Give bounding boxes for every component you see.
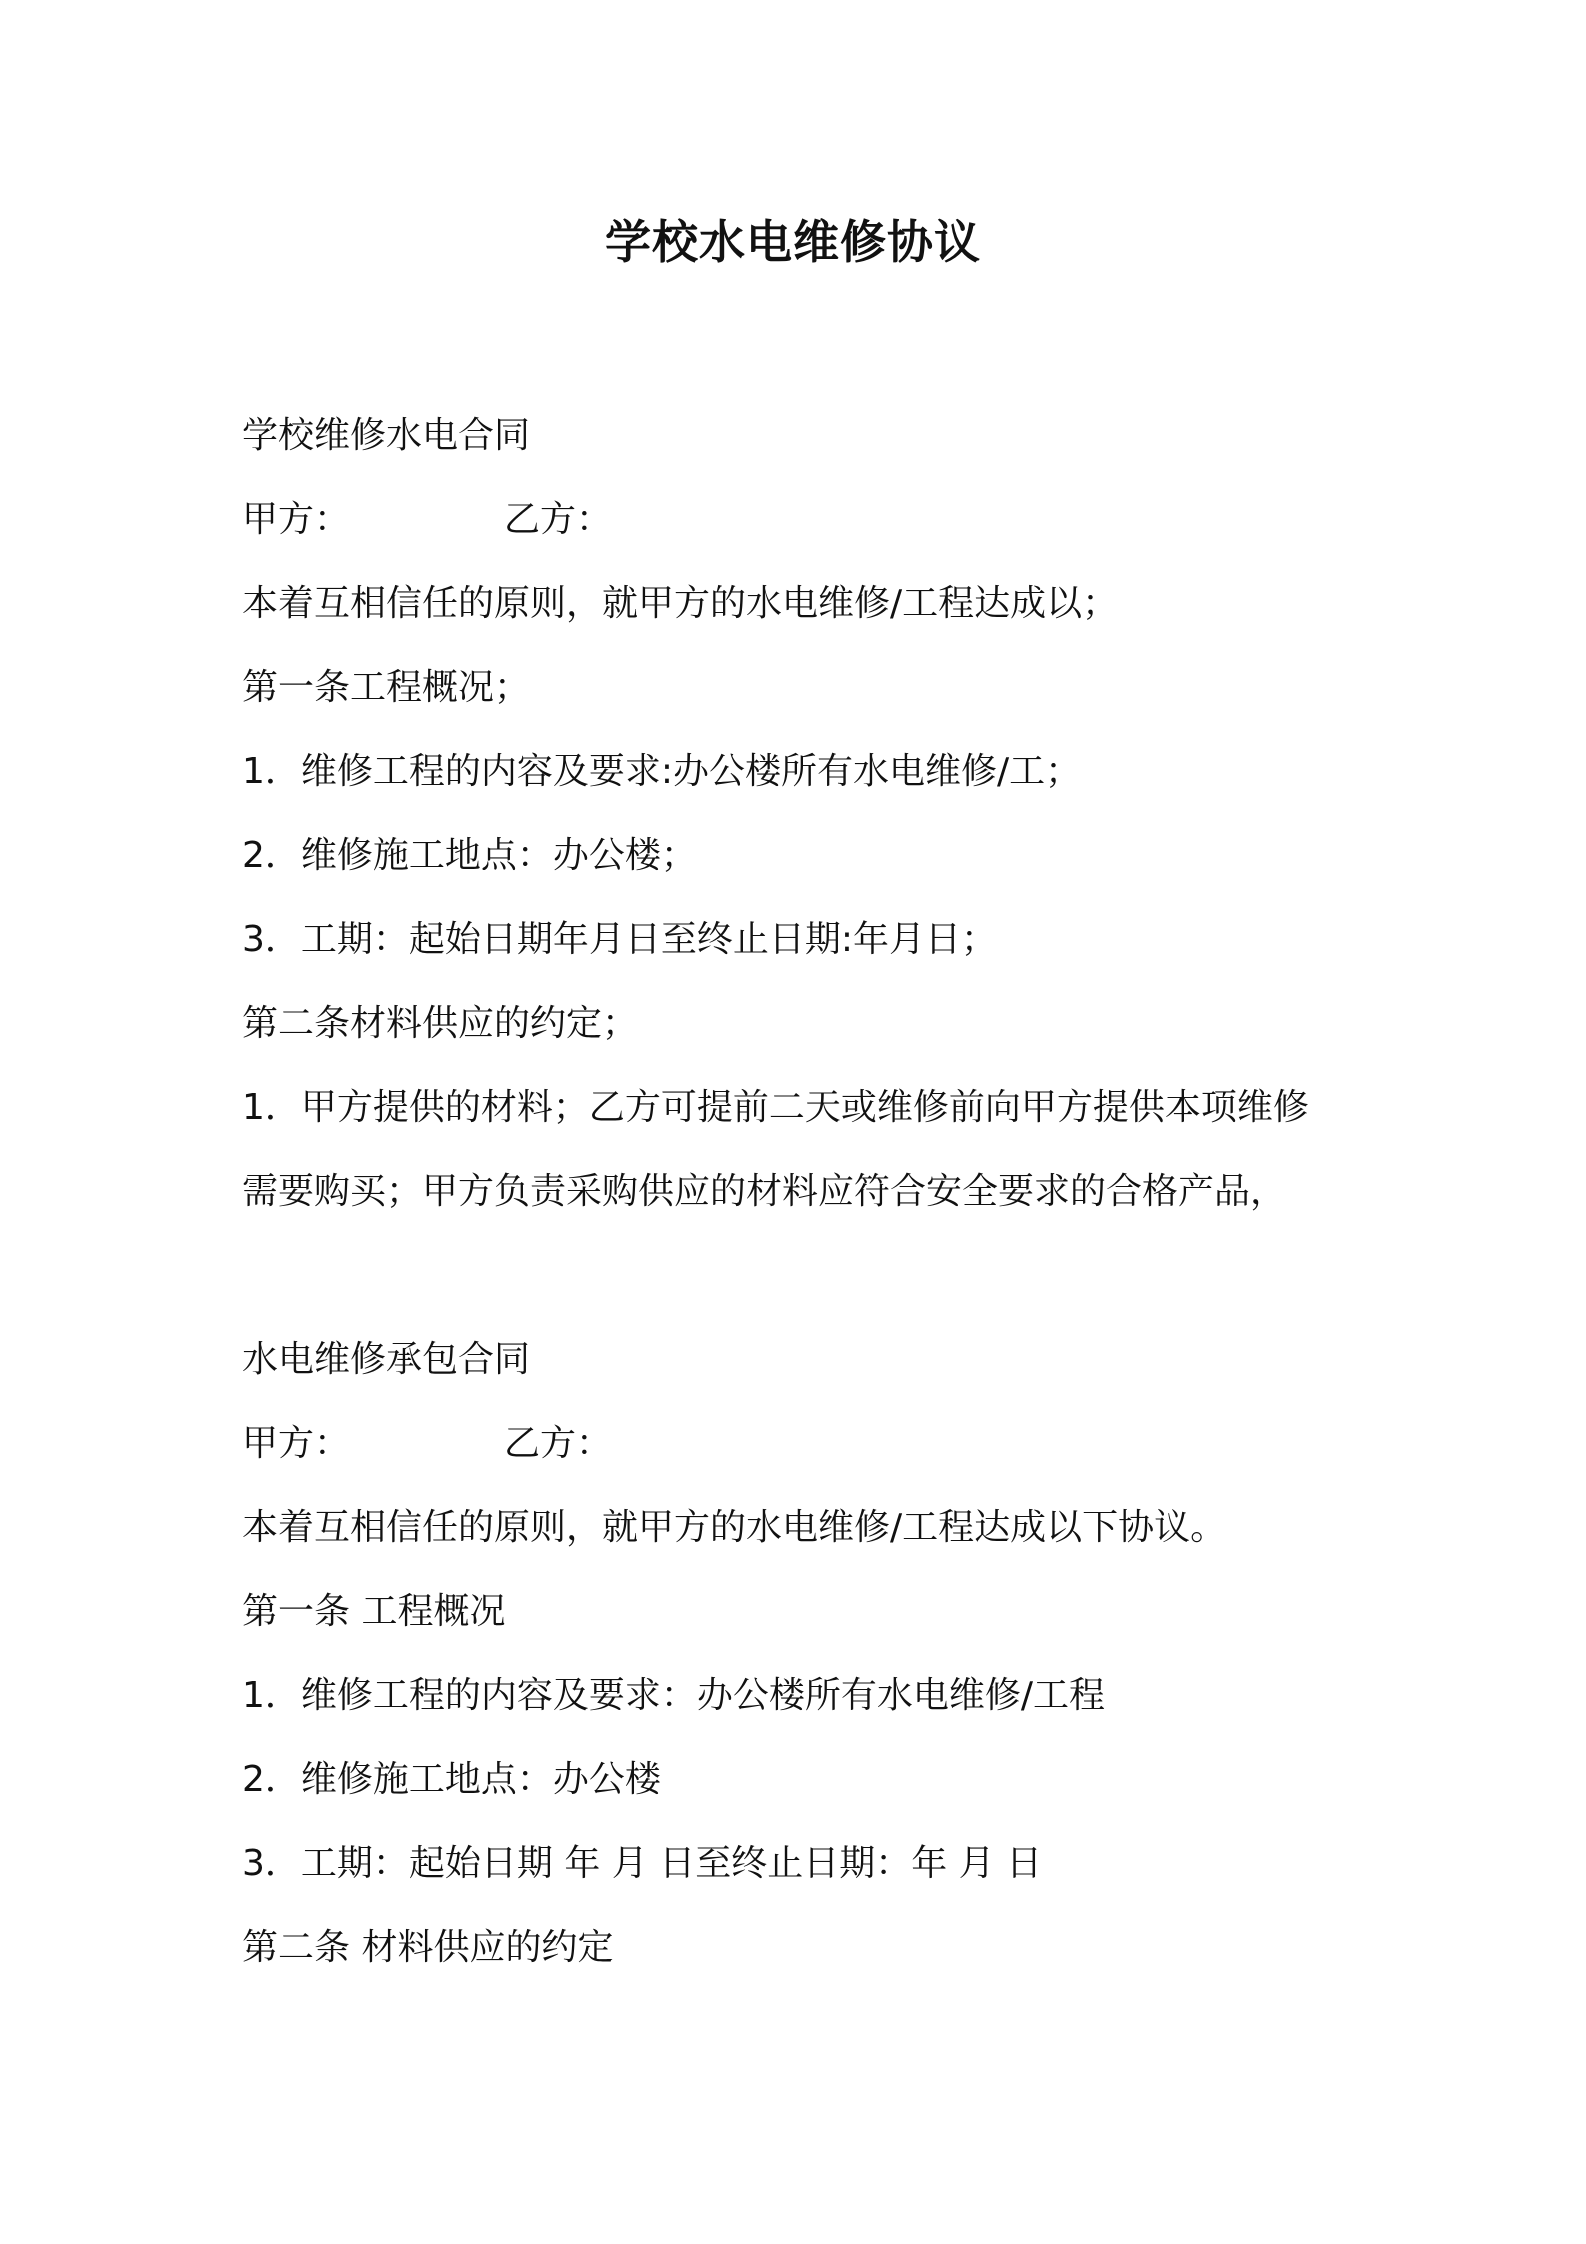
section-a-intro: 本着互相信任的原则，就甲方的水电维修/工程达成以； — [242, 583, 1119, 624]
section-a-item-4: 1．甲方提供的材料；乙方可提前二天或维修前向甲方提供本项维修 — [242, 1087, 1309, 1128]
section-a-party-a: 甲方： — [242, 499, 351, 540]
section-a-item-1: 1．维修工程的内容及要求:办公楼所有水电维修/工； — [242, 751, 1082, 792]
section-a-heading: 学校维修水电合同 — [242, 415, 531, 456]
section-a-item-3: 3．工期：起始日期年月日至终止日期:年月日； — [242, 919, 998, 960]
section-a-article-1: 第一条工程概况； — [242, 667, 531, 708]
section-b-item-2: 2．维修施工地点：办公楼 — [242, 1759, 661, 1800]
section-a-parties — [242, 496, 612, 544]
section-a-party-b: 乙方： — [504, 499, 613, 540]
section-b-item-1: 1．维修工程的内容及要求：办公楼所有水电维修/工程 — [242, 1675, 1106, 1716]
document-title: 学校水电维修协议 — [605, 215, 981, 269]
section-b-heading: 水电维修承包合同 — [242, 1339, 531, 1380]
section-b-party-b: 乙方： — [504, 1423, 613, 1464]
section-b-parties — [242, 1420, 612, 1468]
section-b-party-a: 甲方： — [242, 1423, 351, 1464]
section-b-intro: 本着互相信任的原则，就甲方的水电维修/工程达成以下协议。 — [242, 1507, 1227, 1548]
section-b-article-2: 第二条 材料供应的约定 — [242, 1927, 614, 1968]
section-a-item-4-continued: 需要购买；甲方负责采购供应的材料应符合安全要求的合格产品， — [242, 1171, 1287, 1212]
section-b-item-3: 3．工期：起始日期 年 月 日至终止日期：年 月 日 — [242, 1843, 1043, 1884]
section-a-article-2: 第二条材料供应的约定； — [242, 1003, 639, 1044]
section-a-item-2: 2．维修施工地点：办公楼； — [242, 835, 697, 876]
section-b-article-1: 第一条 工程概况 — [242, 1591, 506, 1632]
